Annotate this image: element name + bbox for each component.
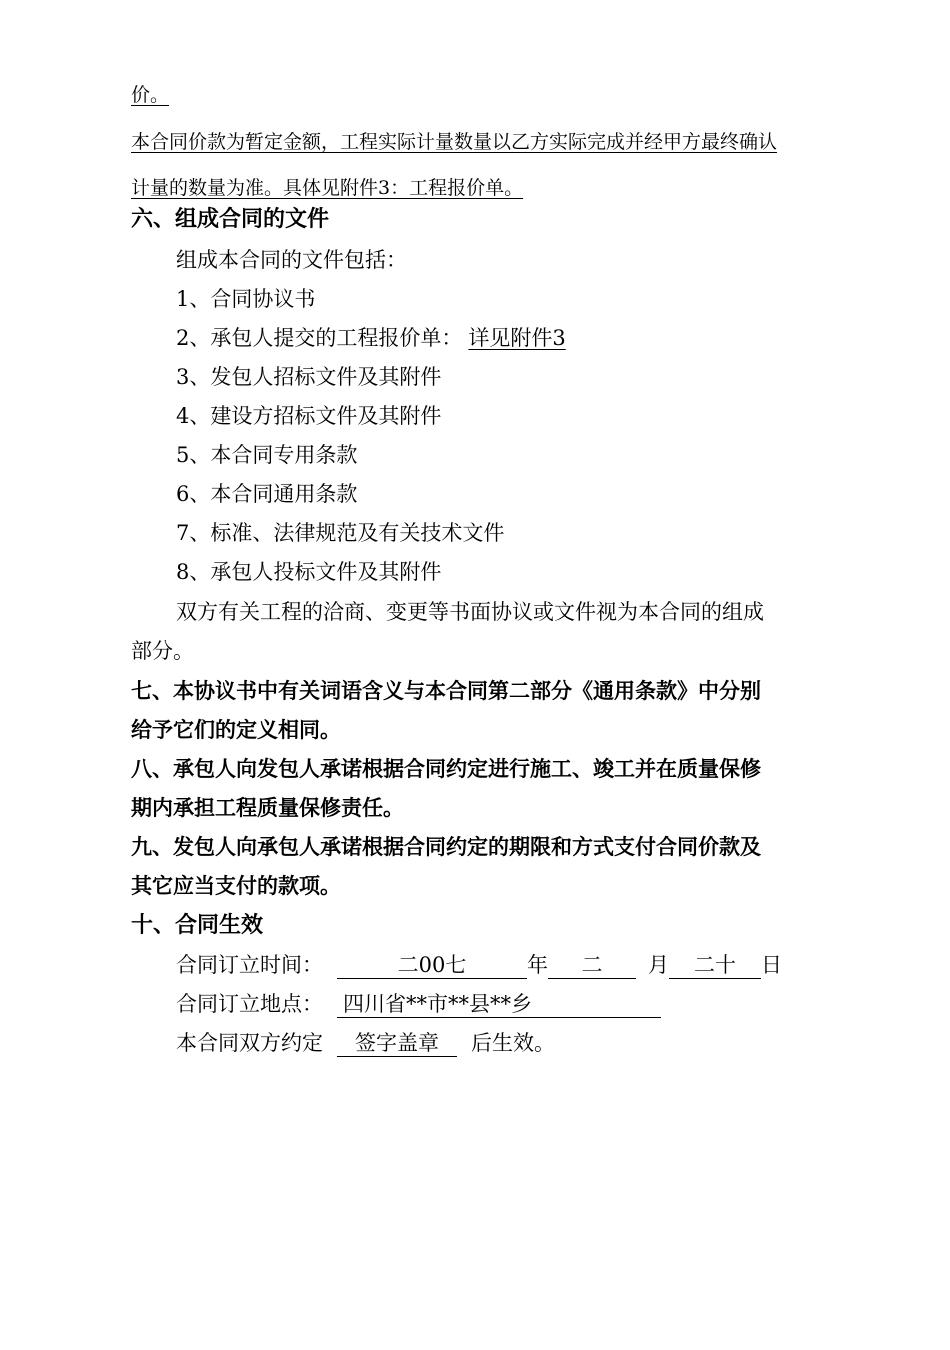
effective-condition-suffix: 后生效。 [471, 1031, 555, 1055]
signing-time-label: 合同订立时间： [176, 953, 323, 977]
section8-line2: 期内承担工程质量保修责任。 [131, 795, 404, 820]
year-unit: 年 [527, 953, 548, 977]
signing-place-label: 合同订立地点： [176, 992, 323, 1016]
attachment-reference: 详见附件3 [468, 326, 566, 350]
effective-condition-label: 本合同双方约定 [176, 1031, 323, 1055]
section6-closing-line1: 双方有关工程的洽商、变更等书面协议或文件视为本合同的组成 [176, 600, 764, 624]
section7-line2: 给予它们的定义相同。 [131, 717, 341, 742]
section6-intro: 组成本合同的文件包括： [176, 248, 407, 272]
document-item-8: 8、承包人投标文件及其附件 [176, 560, 442, 584]
document-item-1: 1、合同协议书 [176, 287, 316, 311]
signing-month-field: 二 [548, 955, 636, 979]
effective-condition-row [176, 1033, 555, 1057]
document-item-2 [176, 328, 566, 349]
pricing-note-line1: 本合同价款为暂定金额，工程实际计量数量以乙方实际完成并经甲方最终确认 [131, 131, 778, 153]
effective-condition-field: 签字盖章 [337, 1033, 457, 1057]
signing-place-row [176, 994, 661, 1018]
section8-line1: 八、承包人向发包人承诺根据合同约定进行施工、竣工并在质量保修 [131, 756, 761, 781]
signing-day-field: 二十 [669, 955, 761, 979]
signing-time-row [176, 955, 782, 979]
section9-line1: 九、发包人向承包人承诺根据合同约定的期限和方式支付合同价款及 [131, 834, 761, 859]
month-unit: 月 [648, 953, 669, 977]
section7-line1: 七、本协议书中有关词语含义与本合同第二部分《通用条款》中分别 [131, 678, 761, 703]
document-item-4: 4、建设方招标文件及其附件 [176, 404, 442, 428]
pricing-note-line2: 计量的数量为准。具体见附件3：工程报价单。 [131, 177, 524, 199]
signing-place-field: 四川省**市**县**乡 [337, 994, 661, 1018]
document-item-5: 5、本合同专用条款 [176, 443, 358, 467]
document-item-2-label: 2、承包人提交的工程报价单： [176, 326, 463, 350]
section9-line2: 其它应当支付的款项。 [131, 873, 341, 898]
section6-closing-line2: 部分。 [131, 639, 194, 663]
day-unit: 日 [761, 953, 782, 977]
section6-title: 六、组成合同的文件 [131, 206, 330, 232]
document-item-6: 6、本合同通用条款 [176, 482, 358, 506]
signing-year-field: 二00七 [337, 955, 527, 979]
document-item-3: 3、发包人招标文件及其附件 [176, 365, 442, 389]
document-item-7: 7、标准、法律规范及有关技术文件 [176, 521, 505, 545]
section10-title: 十、合同生效 [131, 912, 264, 938]
pricing-note-line0: 价。 [131, 84, 170, 106]
